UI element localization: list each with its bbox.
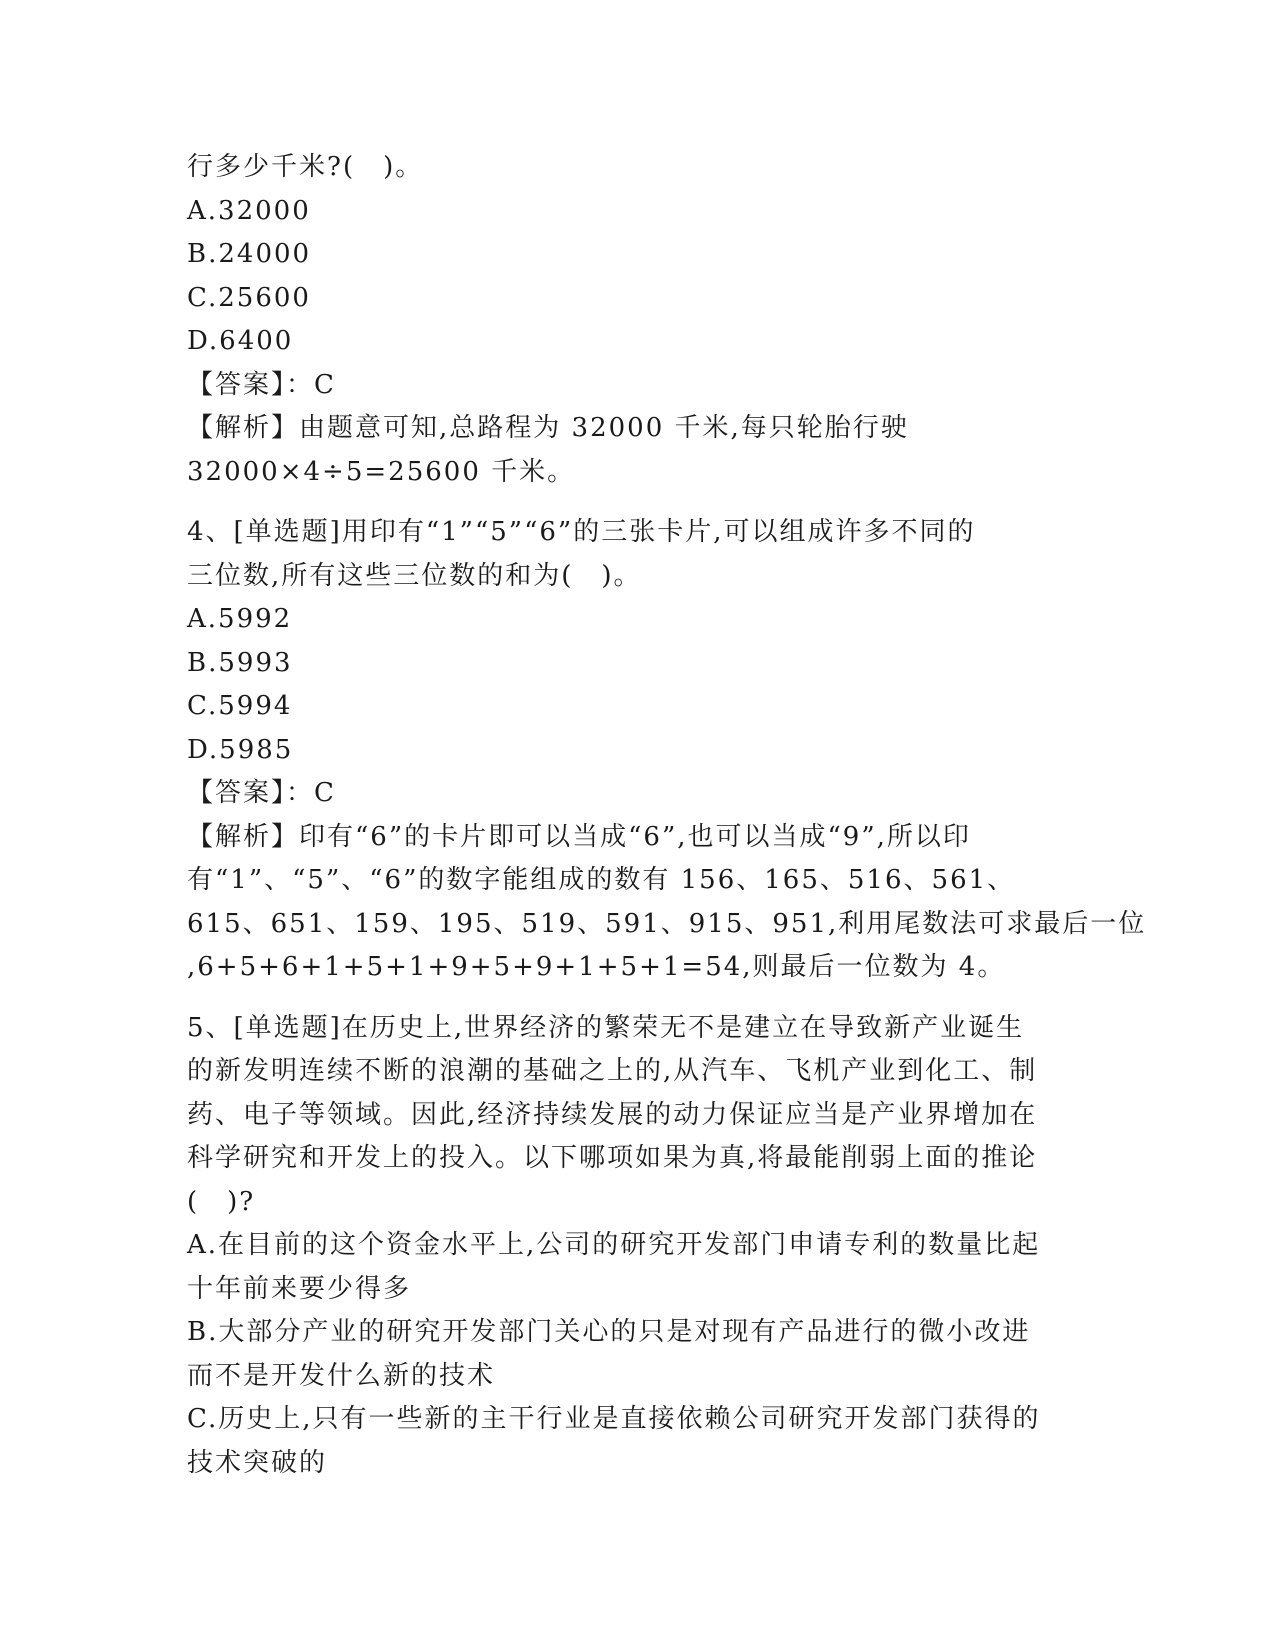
q5-stem-line: 的新发明连续不断的浪潮的基础之上的,从汽车、飞机产业到化工、制 <box>187 1056 1038 1086</box>
question-gap <box>187 990 1067 1007</box>
q4-option-a: A.5992 <box>187 604 293 634</box>
q4-option-d: D.5985 <box>187 734 294 765</box>
q3-option-c: C.25600 <box>187 282 311 313</box>
q4-analysis-line: ,6+5+6+1+5+1+9+5+9+1+5+1=54,则最后一位数为 4。 <box>187 952 1006 982</box>
q5-stem-line: 科学研究和开发上的投入。以下哪项如果为真,将最能削弱上面的推论 <box>187 1143 1038 1173</box>
q3-option-b: B.24000 <box>187 239 312 269</box>
q4-analysis-line: 【解析】印有“6”的卡片即可以当成“6”,也可以当成“9”,所以印 <box>187 821 971 852</box>
q5-stem-line: 5、[单选题]在历史上,世界经济的繁荣无不是建立在导致新产业诞生 <box>187 1012 1025 1043</box>
q5-option-b-line: B.大部分产业的研究开发部门关心的只是对现有产品进行的微小改进 <box>187 1317 1031 1347</box>
q5-option-c-line: 技术突破的 <box>187 1447 328 1478</box>
page-content <box>187 146 1147 1485</box>
q3-stem-tail: 行多少千米?( )。 <box>187 152 424 182</box>
q3-option-a: A.32000 <box>187 195 311 226</box>
q5-option-a-line: 十年前来要少得多 <box>187 1273 412 1304</box>
q4-answer: 【答案】：C <box>187 778 336 808</box>
q3-answer: 【答案】：C <box>187 369 336 400</box>
q5-stem-line: ( )? <box>187 1186 256 1217</box>
question-gap <box>187 494 1067 511</box>
q3-option-d: D.6400 <box>187 326 294 356</box>
q4-analysis-line: 615、651、159、195、519、591、915、951,利用尾数法可求最后一位 <box>187 908 1147 939</box>
q5-option-a-line: A.在目前的这个资金水平上,公司的研究开发部门申请专利的数量比起 <box>187 1230 1041 1260</box>
q3-analysis-line: 32000×4÷5=25600 千米。 <box>187 456 576 487</box>
q5-option-c-line: C.历史上,只有一些新的主干行业是直接依赖公司研究开发部门获得的 <box>187 1404 1041 1434</box>
q5-option-b-line: 而不是开发什么新的技术 <box>187 1360 496 1391</box>
q3-analysis-line: 【解析】由题意可知,总路程为 32000 千米,每只轮胎行驶 <box>187 413 909 443</box>
q4-option-c: C.5994 <box>187 691 293 721</box>
q5-stem-line: 药、电子等领域。因此,经济持续发展的动力保证应当是产业界增加在 <box>187 1099 1038 1130</box>
q4-option-b: B.5993 <box>187 647 293 678</box>
q4-analysis-line: 有“1”、“5”、“6”的数字能组成的数有 156、165、516、561、 <box>187 865 1016 895</box>
q4-stem-line: 4、[单选题]用印有“1”“5”“6”的三张卡片,可以组成许多不同的 <box>187 517 976 547</box>
q4-stem-line: 三位数,所有这些三位数的和为( )。 <box>187 560 642 591</box>
